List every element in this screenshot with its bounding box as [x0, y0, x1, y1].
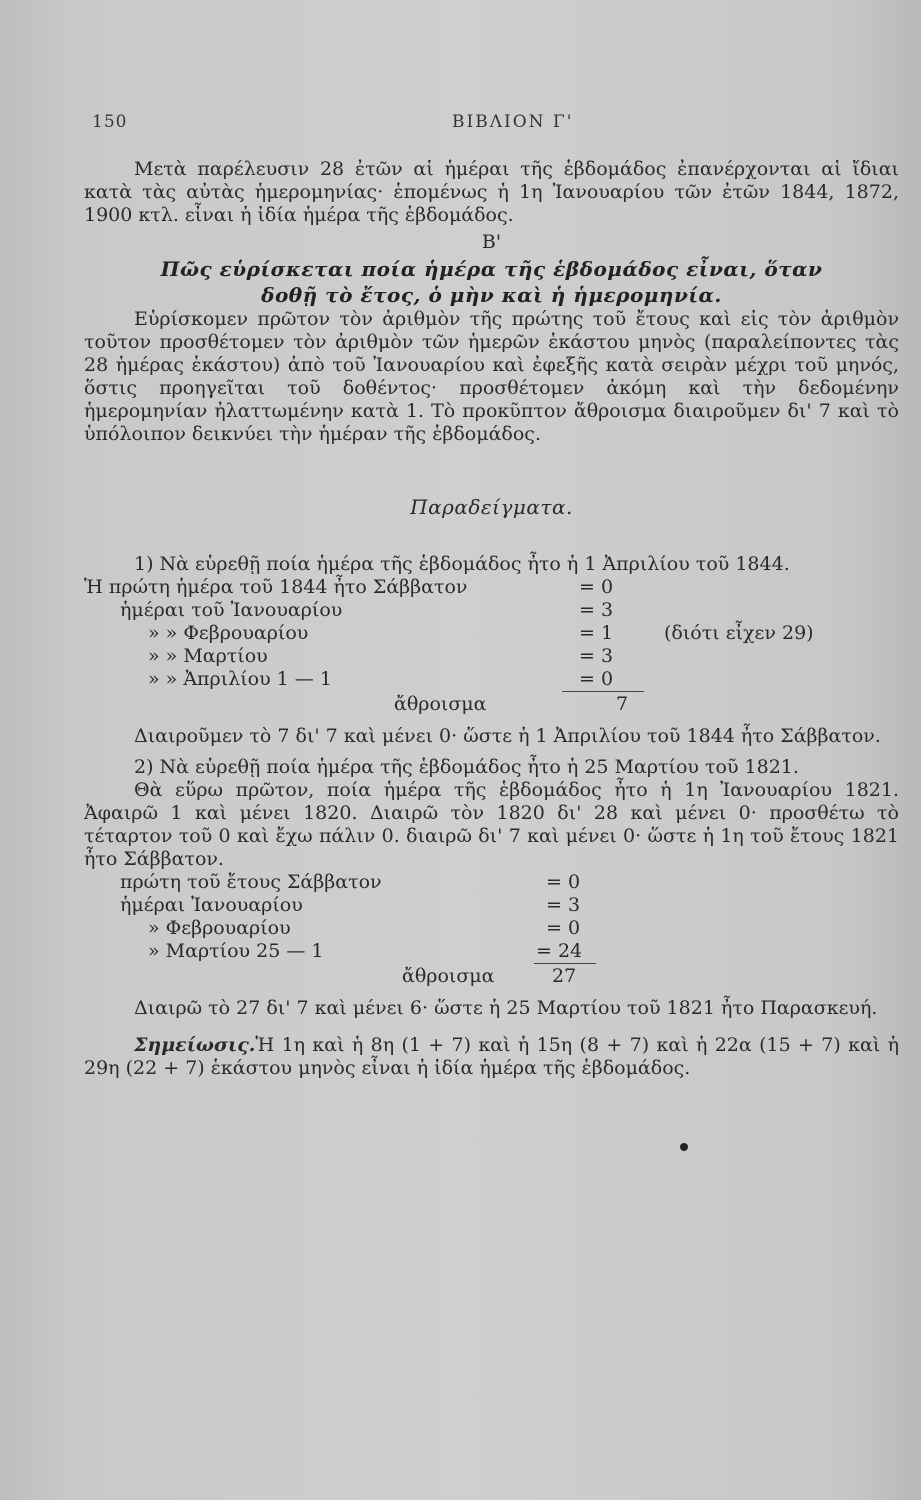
section-number: Β' [481, 231, 502, 253]
example-1-row [84, 576, 899, 599]
example-1-sum-label: ἄθροισμα [394, 693, 487, 715]
sum-rule [534, 963, 596, 964]
example-1-row-label: » » Φεβρουαρίου [148, 622, 309, 644]
example-1-row-value: = 0 [579, 576, 614, 598]
example-1-row-value: = 1 [579, 622, 614, 644]
example-1-row-note: (διότι εἶχεν 29) [664, 622, 814, 644]
example-2-question: 2) Νὰ εὑρεθῇ ποία ἡμέρα τῆς ἑβδομάδος ἦτο ἡ 25 Μαρτίου τοῦ 1821. [134, 756, 799, 778]
example-1-row [84, 668, 899, 691]
example-2-row-label: ἡμέραι Ἰανουαρίου [120, 894, 303, 916]
example-2-calculation [84, 871, 899, 989]
example-1-row-label: » » Ἀπριλίου 1 — 1 [148, 668, 332, 690]
note-label: Σημείωσις. [134, 1034, 256, 1056]
example-1-row-label: Ἡ πρώτη ἡμέρα τοῦ 1844 ἦτο Σάββατον [84, 576, 468, 598]
section-title-line-2: δοθῇ τὸ ἔτος, ὁ μὴν καὶ ἡ ἡμερομηνία. [261, 283, 722, 307]
example-2-sum-label: ἄθροισμα [402, 965, 495, 987]
example-2-explanation: Θὰ εὕρω πρῶτον, ποία ἡμέρα τῆς ἑβδομάδος ἦτο ἡ 1η Ἰανουαρίου 1821. Ἀφαιρῶ 1 καὶ μένει 1820. Διαιρῶ τὸν 1820 δι' 28 καὶ μένει 0· προσθέτω τὸ τέταρτον τοῦ 0 καὶ ἔχω πάλιν 0. διαιρῶ δι' 7 καὶ μένει 0· ὥστε ἡ 1η τοῦ ἔτους 1821 ἦτο Σάββατον. [84, 779, 899, 870]
intro-paragraph: Μετὰ παρέλευσιν 28 ἐτῶν αἱ ἡμέραι τῆς ἑβδομάδος ἐπανέρχονται αἱ ἴδιαι κατὰ τὰς αὐτὰς ἡμερομηνίας· ἑπομένως ἡ 1η Ἰανουαρίου τῶν ἐτῶν 1844, 1872, 1900 κτλ. εἶναι ἡ ἰδία ἡμέρα τῆς ἑβδομάδος. [84, 158, 899, 226]
example-1-row-label: ἡμέραι τοῦ Ἰανουαρίου [120, 599, 343, 621]
example-1-row [84, 645, 899, 668]
example-1-row-label: » » Μαρτίου [148, 645, 268, 667]
sum-rule [562, 691, 644, 692]
example-2-row-value: = 24 [536, 940, 583, 962]
note-text: Ἡ 1η καὶ ἡ 8η (1 + 7) καὶ ἡ 15η (8 + 7) καὶ ἡ 22α (15 + 7) καὶ ἡ 29η (22 + 7) ἑκάστου μηνὸς εἶναι ἡ ἰδία ἡμέρα τῆς ἑβδομάδος. [84, 1034, 899, 1079]
example-1-sum-value: 7 [616, 693, 629, 715]
running-title: ΒΙΒΛΙΟΝ Γ' [452, 112, 574, 132]
section-title-line-1: Πῶς εὑρίσκεται ποία ἡμέρα τῆς ἑβδομάδος εἶναι, ὅταν [160, 257, 823, 281]
example-1-row [84, 599, 899, 622]
example-2-row-value: = 3 [546, 894, 581, 916]
example-2-row [84, 894, 899, 917]
example-1-row-value: = 3 [579, 645, 614, 667]
example-2-conclusion: Διαιρῶ τὸ 27 δι' 7 καὶ μένει 6· ὥστε ἡ 25 Μαρτίου τοῦ 1821 ἦτο Παρασκευή. [134, 997, 878, 1019]
example-2-row-value: = 0 [546, 871, 581, 893]
example-1-question: 1) Νὰ εὑρεθῇ ποία ἡμέρα τῆς ἑβδομάδος ἦτο ἡ 1 Ἀπριλίου τοῦ 1844. [134, 553, 790, 575]
example-2-row-label: » Φεβρουαρίου [148, 917, 291, 939]
example-2-row [84, 871, 899, 894]
example-2-row-value: = 0 [546, 917, 581, 939]
ink-dot-mark [680, 1143, 688, 1151]
example-1-row [84, 622, 899, 645]
example-1-row-value: = 3 [579, 599, 614, 621]
example-1-row-value: = 0 [579, 668, 614, 690]
example-1-conclusion: Διαιροῦμεν τὸ 7 δι' 7 καὶ μένει 0· ὥστε ἡ 1 Ἀπριλίου τοῦ 1844 ἦτο Σάββατον. [134, 725, 881, 747]
example-2-sum-row [84, 963, 899, 989]
example-2-row [84, 940, 899, 963]
example-2-sum-value: 27 [552, 965, 577, 987]
example-2-row [84, 917, 899, 940]
example-2-row-label: » Μαρτίου 25 — 1 [148, 940, 324, 962]
page-number: 150 [92, 112, 128, 132]
page-header [92, 112, 781, 142]
example-1-calculation [84, 576, 899, 717]
note-paragraph [84, 1034, 899, 1080]
examples-heading: Παραδείγματα. [410, 495, 573, 519]
page-body [84, 158, 899, 1080]
rule-paragraph: Εὑρίσκομεν πρῶτον τὸν ἀριθμὸν τῆς πρώτης τοῦ ἔτους καὶ εἰς τὸν ἀριθμὸν τοῦτον προσθέτομεν τὸν ἀριθμὸν τῶν ἡμερῶν ἑκάστου μηνὸς (παραλείποντες τὰς 28 ἡμέρας ἑκάστου) ἀπὸ τοῦ Ἰανουαρίου καὶ ἐφεξῆς κατὰ σειρὰν μέχρι τοῦ μηνός, ὅστις προηγεῖται τοῦ δοθέντος· προσθέτομεν ἀκόμη καὶ τὴν δεδομένην ἡμερομηνίαν ἠλαττωμένην κατὰ 1. Τὸ προκῦπτον ἄθροισμα διαιροῦμεν δι' 7 καὶ τὸ ὑπόλοιπον δεικνύει τὴν ἡμέραν τῆς ἑβδομάδος. [84, 308, 899, 445]
example-1-sum-row [84, 691, 899, 717]
example-2-row-label: πρώτη τοῦ ἔτους Σάββατον [120, 871, 382, 893]
